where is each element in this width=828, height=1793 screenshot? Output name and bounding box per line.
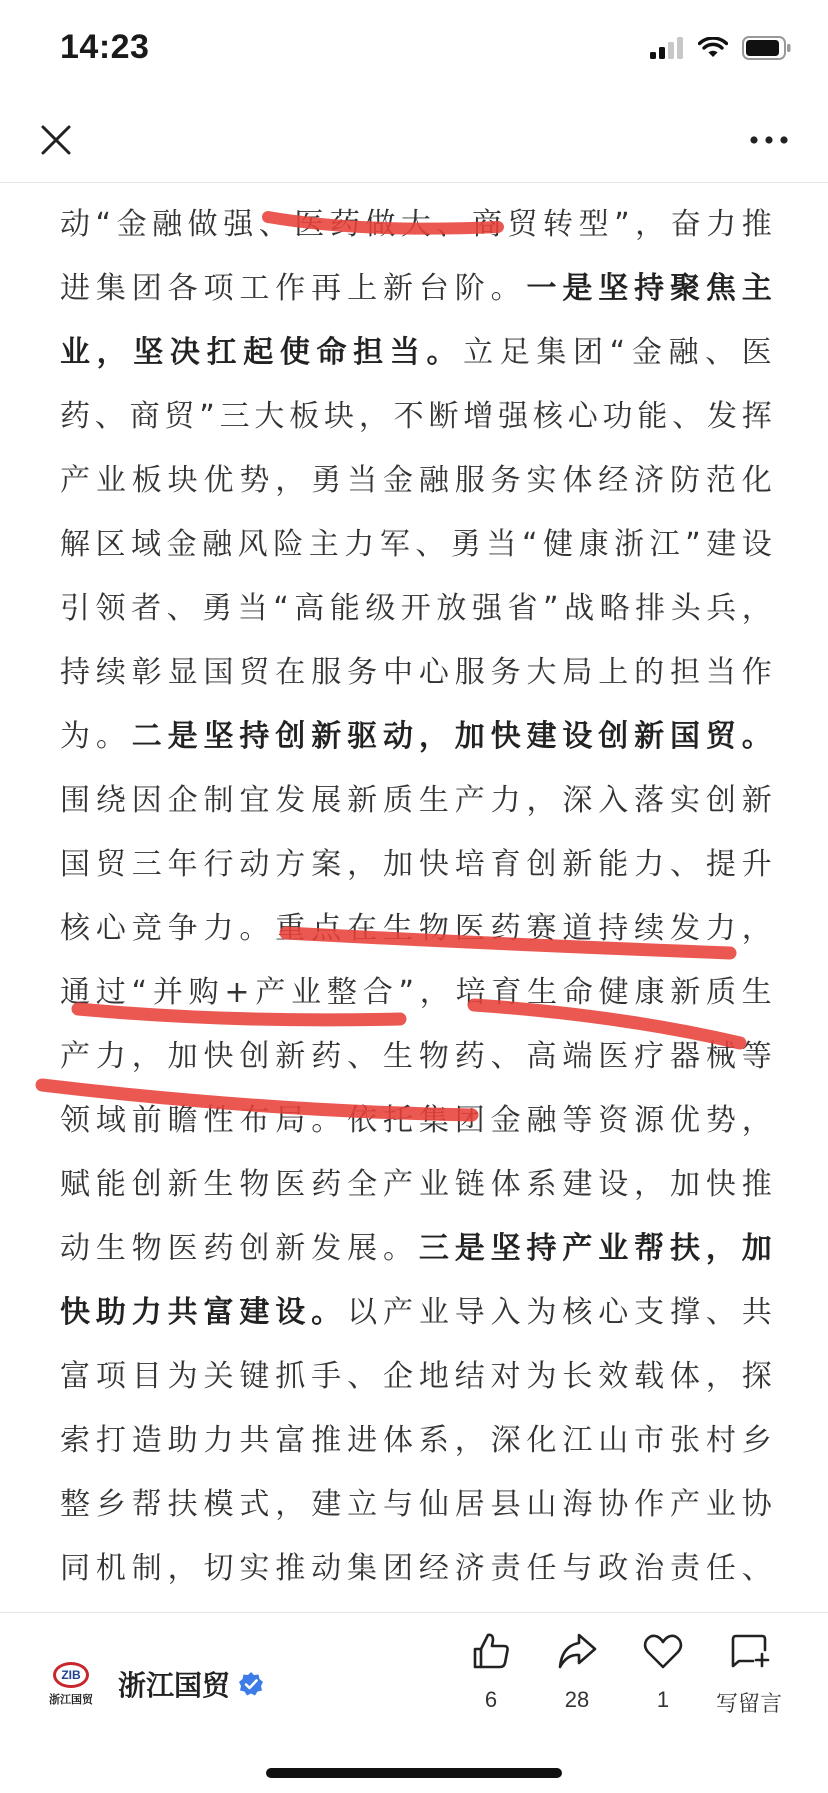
- bottom-action-bar: [0, 1612, 828, 1793]
- nav-bar: [0, 100, 828, 183]
- article-paragraph: [60, 193, 776, 1611]
- close-button[interactable]: [36, 120, 76, 160]
- verified-badge-icon: [238, 1671, 264, 1697]
- article-segment: 以产业导入为核心支撑、共富项目为关键抓手、企地结对为长效载体，探索打造助力共富推进体系，深化江山市张村乡整乡帮扶模式，建立与仙居县山海协作产业协同机制，切实推动集团经济责任与政治责任、: [60, 1295, 776, 1586]
- home-indicator: [266, 1768, 562, 1778]
- logo-mark: ZIB: [53, 1662, 89, 1688]
- logo-subtitle: 浙江国贸: [49, 1692, 93, 1706]
- article-content: [0, 183, 828, 1611]
- comment-add-icon: [727, 1629, 771, 1673]
- comment-label: 写留言: [715, 1691, 782, 1716]
- cellular-signal-icon: [650, 37, 684, 59]
- article-segment: 动“金融做强、医药做大、商贸转型”，奋力推进集团各项工作再上新台阶。: [60, 207, 776, 306]
- status-icons: [650, 36, 792, 60]
- account-info[interactable]: [40, 1653, 264, 1715]
- thumbs-up-icon: [469, 1629, 513, 1673]
- article-heading-2: 二是坚持创新驱动，加快建设创新国贸。: [131, 719, 776, 754]
- article-segment: 围绕因企制宜发展新质生产力，深入落实创新国贸三年行动方案，加快培育创新能力、提升核心竞争力。重点在生物医药赛道持续发力，通过“并购+产业整合”，培育生命健康新质生产力，加快创新药、生物药、高端医疗器械等领域前瞻性布局。依托集团金融等资源优势，赋能创新生物医药全产业链体系建设，加快推动生物医药创新发展。: [60, 783, 776, 1266]
- heart-icon: [641, 1629, 685, 1673]
- account-name: 浙江国贸: [118, 1669, 231, 1702]
- action-buttons: [448, 1629, 792, 1718]
- more-options-button[interactable]: [744, 120, 794, 160]
- status-time: 14:23: [60, 28, 150, 66]
- share-arrow-icon: [555, 1629, 599, 1673]
- comment-button[interactable]: [706, 1629, 792, 1718]
- favorite-count: 1: [656, 1687, 670, 1712]
- favorite-button[interactable]: [620, 1629, 706, 1718]
- article-heading-3: 三是坚持产业帮扶，加快助力共富建设。: [60, 1231, 777, 1330]
- wifi-icon: [698, 37, 728, 59]
- more-dots-icon: [749, 135, 789, 145]
- share-button[interactable]: [534, 1629, 620, 1718]
- status-bar: [0, 0, 828, 100]
- account-logo: [40, 1653, 102, 1715]
- close-icon: [40, 124, 72, 156]
- article-segment: 立足集团“金融、医药、商贸”三大板块，不断增强核心功能、发挥产业板块优势，勇当金融服务实体经济防范化解区域金融风险主力军、勇当“健康浙江”建设引领者、勇当“高能级开放强省”战略排头兵，持续彰显国贸在服务中心服务大局上的担当作为。: [60, 335, 776, 754]
- like-button[interactable]: [448, 1629, 534, 1718]
- article-heading-1: 一是坚持聚焦主业，坚决扛起使命担当。: [60, 271, 776, 370]
- like-count: 6: [484, 1687, 498, 1712]
- share-count: 28: [564, 1687, 590, 1712]
- battery-icon: [742, 36, 792, 60]
